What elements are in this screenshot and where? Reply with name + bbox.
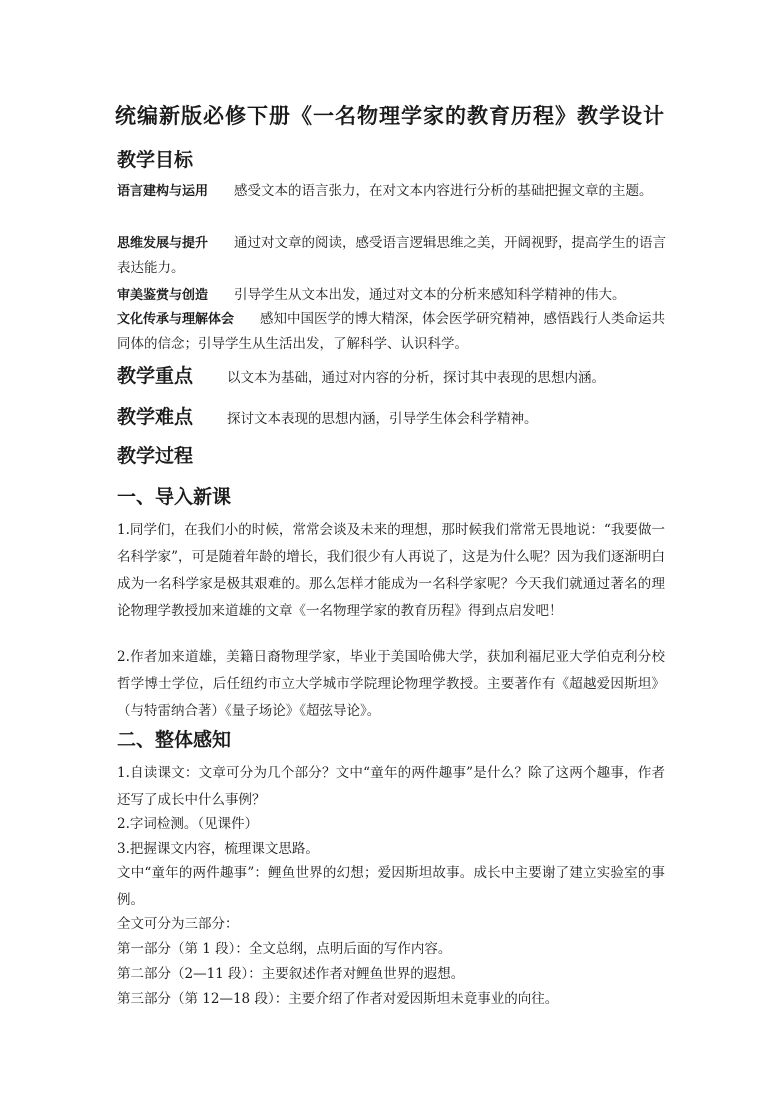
objectives-heading: 教学目标: [117, 149, 194, 171]
objective-label: 审美鉴赏与创造: [117, 288, 209, 303]
section1-heading: 一、导入新课: [117, 486, 232, 508]
difficulties-text: 探讨文本表现的思想内涵，引导学生体会科学精神。: [227, 411, 538, 427]
objective-item: [117, 307, 677, 357]
document-title: 统编新版必修下册《一名物理学家的教育历程》教学设计: [115, 103, 665, 128]
key-points-block: [117, 361, 605, 388]
section2-line-2: 2.字词检测。（见课件）: [117, 816, 259, 832]
difficulties-heading: 教学难点: [117, 406, 194, 428]
section1-paragraph-2: 2.作者加来道雄，美籍日裔物理学家，毕业于美国哈佛大学，获加利福尼亚大学伯克利分校哲学博士学位，后任纽约市立大学城市学院理论物理学教授。主要著作有《超越爱因斯坦》（与特雷纳合著）《量子场论》《超弦导论》。: [117, 649, 665, 719]
section2-line-7: 第二部分（2—11 段）：主要叙述作者对鲤鱼世界的遐想。: [117, 966, 465, 982]
section2-line-3: 3.把握课文内容，梳理课文思路。: [117, 841, 319, 857]
difficulties-block: [117, 402, 538, 429]
section2-heading: 二、整体感知: [117, 729, 232, 751]
section2-line-5: 全文可分为三部分：: [117, 916, 239, 932]
objective-text: 感受文本的语言张力，在对文本内容进行分析的基础把握文章的主题。: [234, 183, 653, 199]
objective-label: 思维发展与提升: [117, 236, 209, 251]
objective-label: 文化传承与理解体会: [117, 312, 235, 327]
section2-line-8: 第三部分（第 12—18 段）：主要介绍了作者对爱因斯坦未竟事业的向往。: [117, 991, 559, 1007]
process-heading: 教学过程: [117, 445, 194, 467]
objective-item: [117, 283, 697, 308]
key-points-heading: 教学重点: [117, 365, 194, 387]
objective-text: 感知中国医学的博大精深，体会医学研究精神，感悟践行人类命运共同体的信念；引导学生从生活出发，了解科学、认识科学。: [117, 311, 666, 352]
section2-line-6: 第一部分（第 1 段）：全文总纲，点明后面的写作内容。: [117, 941, 452, 957]
key-points-text: 以文本为基础，通过对内容的分析，探讨其中表现的思想内涵。: [227, 370, 606, 386]
objective-item: [117, 231, 677, 281]
objective-item: [117, 179, 677, 204]
section2-paragraph-4: 文中“童年的两件趣事”：鲤鱼世界的幻想；爱因斯坦故事。成长中主要谢了建立实验室的事例。: [117, 865, 665, 908]
objective-text: 通过对文章的阅读，感受语言逻辑思维之美，开阔视野，提高学生的语言表达能力。: [117, 235, 667, 276]
section2-paragraph-1: 1.自读课文：文章可分为几个部分？文中“童年的两件趣事”是什么？除了这两个趣事，作者还写了成长中什么事例？: [117, 765, 665, 808]
objective-text: 引导学生从文本出发，通过对文本的分析来感知科学精神的伟大。: [234, 287, 626, 303]
objective-label: 语言建构与运用: [117, 184, 209, 199]
section1-paragraph-1: 1.同学们，在我们小的时候，常常会谈及未来的理想，那时候我们常常无畏地说：“我要做一名科学家”，可是随着年龄的增长，我们很少有人再说了，这是为什么呢？因为我们逐渐明白成为一名科学家是极其艰难的。那么怎样才能成为一名科学家呢？今天我们就通过著名的理论物理学教授加来道雄的文章《一名物理学家的教育历程》得到点启发吧！: [117, 522, 665, 619]
